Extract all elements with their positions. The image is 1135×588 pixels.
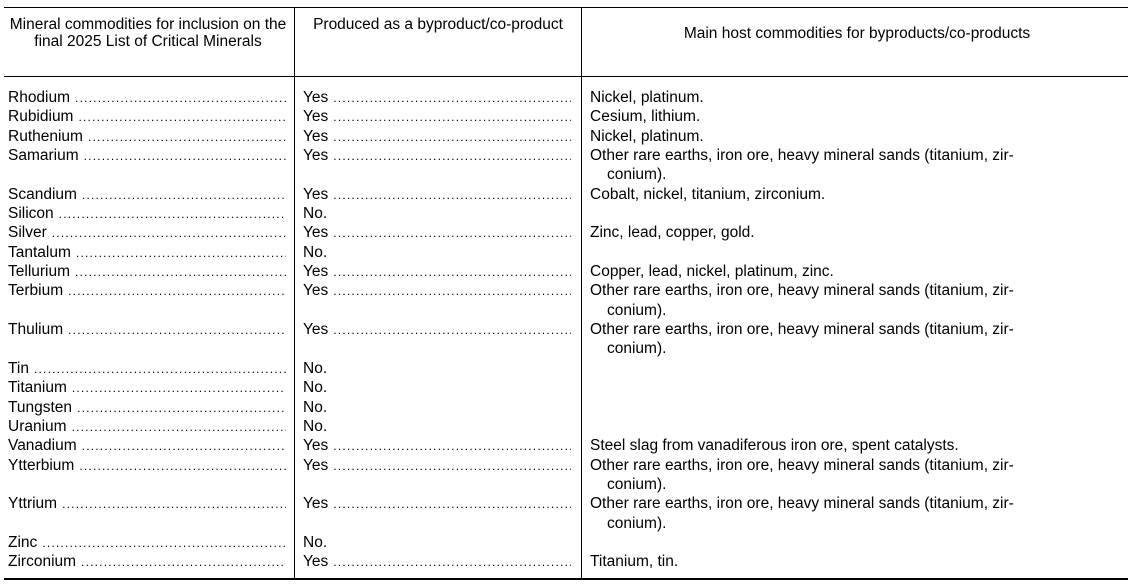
mineral-name: Zirconium: [8, 553, 77, 571]
byproduct-status: Yes: [303, 108, 329, 126]
byproduct-status: Yes: [303, 185, 329, 203]
host-commodities: Other rare earths, iron ore, heavy mineral sands (titanium, zir- conium).: [590, 456, 1014, 493]
byproduct-status: Yes: [303, 89, 329, 106]
byproduct-status-cell: [303, 281, 572, 300]
byproduct-status-cell: [303, 146, 572, 165]
byproduct-status: No.: [303, 379, 328, 397]
dot-leader: [52, 224, 286, 242]
dot-leader: [82, 186, 286, 204]
table-row: [4, 185, 1128, 204]
mineral-name: Rhodium: [8, 89, 71, 106]
byproduct-status-cell: [303, 185, 572, 204]
mineral-name-cell: [8, 262, 287, 281]
table-row: [4, 223, 1128, 242]
dot-leader: [59, 205, 286, 223]
mineral-name: Silicon: [8, 205, 54, 223]
mineral-name-cell: [8, 204, 287, 223]
host-commodities: Steel slag from vanadiferous iron ore, spent catalysts.: [590, 437, 959, 455]
byproduct-status-cell: [303, 378, 572, 397]
header-rule: [4, 76, 1128, 77]
table-row: [4, 146, 1128, 185]
byproduct-status-cell: [303, 417, 572, 436]
dot-leader: [333, 89, 571, 107]
byproduct-status-cell: [303, 107, 572, 126]
byproduct-status-cell: [303, 456, 572, 475]
bottom-rule: [4, 578, 1128, 580]
host-commodities: Other rare earths, iron ore, heavy mineral sands (titanium, zir- conium).: [590, 495, 1014, 532]
host-commodities: Other rare earths, iron ore, heavy mineral sands (titanium, zir- conium).: [590, 147, 1014, 184]
mineral-name: Ytterbium: [8, 456, 75, 474]
host-commodities: Nickel, platinum.: [590, 127, 704, 145]
mineral-name-cell: [8, 223, 287, 242]
byproduct-status: Yes: [303, 456, 329, 474]
byproduct-status-cell: [303, 494, 572, 513]
byproduct-status-cell: [303, 243, 572, 262]
byproduct-status-cell: [303, 436, 572, 455]
mineral-name: Titanium: [8, 379, 67, 397]
byproduct-status-cell: [303, 223, 572, 242]
dot-leader: [68, 282, 286, 300]
mineral-name-cell: [8, 456, 287, 475]
dot-leader: [77, 399, 286, 417]
byproduct-status-cell: [303, 88, 572, 107]
byproduct-status: No.: [303, 398, 328, 416]
mineral-name: Tin: [8, 359, 29, 377]
table-row: [4, 436, 1128, 455]
header-produced-as-byproduct: Produced as a byproduct/co-product: [313, 16, 563, 33]
mineral-name-cell: [8, 436, 287, 455]
byproduct-status-cell: [303, 398, 572, 417]
dot-leader: [79, 457, 286, 475]
host-commodities: Copper, lead, nickel, platinum, zinc.: [590, 263, 834, 281]
critical-minerals-table: [4, 7, 1128, 580]
mineral-name-cell: [8, 88, 287, 107]
byproduct-status: Yes: [303, 263, 329, 281]
dot-leader: [34, 360, 286, 378]
byproduct-status: Yes: [303, 321, 329, 339]
byproduct-status: Yes: [303, 553, 329, 571]
dot-leader: [84, 147, 286, 165]
header-main-host-commodities: Main host commodities for byproducts/co-products: [683, 25, 1031, 42]
top-rule: [4, 7, 1128, 8]
byproduct-status-cell: [303, 320, 572, 339]
mineral-name-cell: [8, 243, 287, 262]
mineral-name-cell: [8, 146, 287, 165]
dot-leader: [78, 108, 286, 126]
mineral-name-cell: [8, 107, 287, 126]
mineral-name-cell: [8, 417, 287, 436]
table-row: [4, 378, 1128, 397]
byproduct-status: Yes: [303, 127, 329, 145]
mineral-name: Thulium: [8, 321, 64, 339]
dot-leader: [333, 147, 571, 165]
byproduct-status: Yes: [303, 224, 329, 242]
mineral-name: Ruthenium: [8, 127, 83, 145]
mineral-name-cell: [8, 320, 287, 339]
byproduct-status: Yes: [303, 437, 329, 455]
byproduct-status: No.: [303, 359, 328, 377]
mineral-name: Scandium: [8, 185, 77, 203]
table-row: [4, 204, 1128, 223]
mineral-name-cell: [8, 127, 287, 146]
host-commodities: Nickel, platinum.: [590, 89, 704, 106]
mineral-name-cell: [8, 398, 287, 417]
mineral-name: Silver: [8, 224, 47, 242]
byproduct-status-cell: [303, 262, 572, 281]
dot-leader: [333, 186, 571, 204]
mineral-name-cell: [8, 281, 287, 300]
dot-leader: [333, 457, 571, 475]
dot-leader: [68, 321, 286, 339]
mineral-name-cell: [8, 359, 287, 378]
dot-leader: [82, 437, 286, 455]
byproduct-status-cell: [303, 204, 572, 223]
dot-leader: [62, 495, 286, 513]
byproduct-status-cell: [303, 359, 572, 378]
mineral-name: Rubidium: [8, 108, 74, 126]
mineral-name: Vanadium: [8, 437, 77, 455]
host-commodities: Titanium, tin.: [590, 553, 679, 571]
table-row: [4, 88, 1128, 107]
dot-leader: [333, 321, 571, 339]
mineral-name: Yttrium: [8, 495, 58, 513]
table-row: [4, 107, 1128, 126]
mineral-name: Tungsten: [8, 398, 73, 416]
dot-leader: [333, 263, 571, 281]
mineral-name: Terbium: [8, 282, 64, 300]
byproduct-status-cell: [303, 552, 572, 571]
header-mineral-commodities: Mineral commodities for inclusion on the final 2025 List of Critical Minerals: [9, 16, 287, 50]
dot-leader: [333, 128, 571, 146]
dot-leader: [333, 437, 571, 455]
dot-leader: [75, 263, 286, 281]
dot-leader: [333, 224, 571, 242]
mineral-name-cell: [8, 185, 287, 204]
mineral-name-cell: [8, 552, 287, 571]
table-row: [4, 533, 1128, 552]
byproduct-status: No.: [303, 533, 328, 551]
table-row: [4, 456, 1128, 495]
mineral-name: Tantalum: [8, 243, 71, 261]
host-commodities: Cesium, lithium.: [590, 108, 701, 126]
dot-leader: [333, 282, 571, 300]
table-row: [4, 398, 1128, 417]
byproduct-status: No.: [303, 243, 328, 261]
table-row: [4, 494, 1128, 533]
table-row: [4, 552, 1128, 571]
table-row: [4, 262, 1128, 281]
dot-leader: [75, 89, 286, 107]
table-body: [4, 88, 1128, 572]
byproduct-status: No.: [303, 417, 328, 435]
host-commodities: Zinc, lead, copper, gold.: [590, 224, 755, 242]
table-row: [4, 127, 1128, 146]
byproduct-status-cell: [303, 533, 572, 552]
mineral-name: Samarium: [8, 147, 79, 165]
byproduct-status: No.: [303, 205, 328, 223]
dot-leader: [88, 128, 286, 146]
host-commodities: Cobalt, nickel, titanium, zirconium.: [590, 185, 826, 203]
dot-leader: [42, 534, 286, 552]
dot-leader: [81, 553, 286, 571]
byproduct-status: Yes: [303, 282, 329, 300]
table-row: [4, 417, 1128, 436]
dot-leader: [72, 418, 286, 436]
mineral-name: Uranium: [8, 417, 67, 435]
mineral-name-cell: [8, 533, 287, 552]
dot-leader: [76, 244, 286, 262]
mineral-name: Tellurium: [8, 263, 71, 281]
mineral-name-cell: [8, 378, 287, 397]
mineral-name: Zinc: [8, 533, 38, 551]
table-row: [4, 243, 1128, 262]
dot-leader: [333, 553, 571, 571]
byproduct-status-cell: [303, 127, 572, 146]
byproduct-status: Yes: [303, 147, 329, 165]
dot-leader: [72, 379, 286, 397]
host-commodities: Other rare earths, iron ore, heavy mineral sands (titanium, zir- conium).: [590, 282, 1014, 319]
mineral-name-cell: [8, 494, 287, 513]
table-row: [4, 359, 1128, 378]
table-row: [4, 281, 1128, 320]
table-row: [4, 320, 1128, 359]
byproduct-status: Yes: [303, 495, 329, 513]
dot-leader: [333, 108, 571, 126]
dot-leader: [333, 495, 571, 513]
host-commodities: Other rare earths, iron ore, heavy mineral sands (titanium, zir- conium).: [590, 321, 1014, 358]
